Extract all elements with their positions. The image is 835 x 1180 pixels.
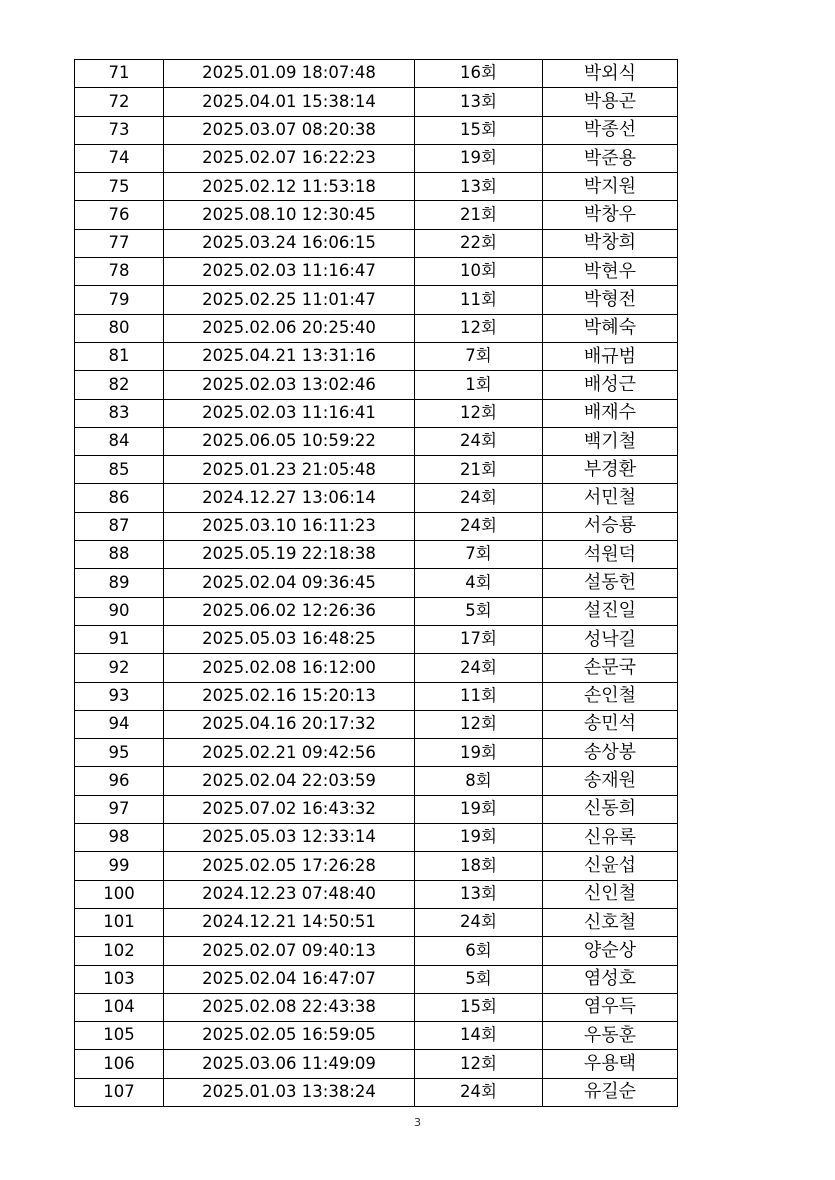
name-cell: 배성근 xyxy=(543,371,678,399)
table-row xyxy=(75,60,678,88)
table-row xyxy=(75,654,678,682)
name-cell: 박혜숙 xyxy=(543,314,678,342)
count-cell: 17회 xyxy=(415,625,543,653)
name-cell: 박현우 xyxy=(543,258,678,286)
table-row xyxy=(75,1050,678,1078)
datetime-cell: 2025.04.21 13:31:16 xyxy=(164,342,415,370)
table-row xyxy=(75,399,678,427)
datetime-cell: 2024.12.21 14:50:51 xyxy=(164,908,415,936)
datetime-cell: 2025.03.24 16:06:15 xyxy=(164,229,415,257)
datetime-cell: 2025.02.08 22:43:38 xyxy=(164,993,415,1021)
count-cell: 16회 xyxy=(415,60,543,88)
row-number-cell: 74 xyxy=(75,144,164,172)
name-cell: 배규범 xyxy=(543,342,678,370)
table-row xyxy=(75,229,678,257)
name-cell: 손문국 xyxy=(543,654,678,682)
name-cell: 백기철 xyxy=(543,427,678,455)
name-cell: 신인철 xyxy=(543,880,678,908)
table-row xyxy=(75,371,678,399)
count-cell: 21회 xyxy=(415,201,543,229)
row-number-cell: 86 xyxy=(75,484,164,512)
count-cell: 18회 xyxy=(415,852,543,880)
name-cell: 우용택 xyxy=(543,1050,678,1078)
name-cell: 박창희 xyxy=(543,229,678,257)
row-number-cell: 87 xyxy=(75,512,164,540)
name-cell: 염성호 xyxy=(543,965,678,993)
table-row xyxy=(75,484,678,512)
table-row xyxy=(75,824,678,852)
name-cell: 염우득 xyxy=(543,993,678,1021)
name-cell: 박용곤 xyxy=(543,88,678,116)
row-number-cell: 76 xyxy=(75,201,164,229)
row-number-cell: 106 xyxy=(75,1050,164,1078)
count-cell: 10회 xyxy=(415,258,543,286)
name-cell: 박외식 xyxy=(543,60,678,88)
name-cell: 송재원 xyxy=(543,767,678,795)
count-cell: 6회 xyxy=(415,937,543,965)
row-number-cell: 78 xyxy=(75,258,164,286)
row-number-cell: 105 xyxy=(75,1022,164,1050)
datetime-cell: 2025.08.10 12:30:45 xyxy=(164,201,415,229)
row-number-cell: 103 xyxy=(75,965,164,993)
row-number-cell: 88 xyxy=(75,541,164,569)
count-cell: 15회 xyxy=(415,116,543,144)
row-number-cell: 77 xyxy=(75,229,164,257)
table-row xyxy=(75,739,678,767)
table-row xyxy=(75,116,678,144)
table-row xyxy=(75,314,678,342)
table-row xyxy=(75,569,678,597)
datetime-cell: 2025.05.03 16:48:25 xyxy=(164,625,415,653)
row-number-cell: 98 xyxy=(75,824,164,852)
row-number-cell: 95 xyxy=(75,739,164,767)
count-cell: 19회 xyxy=(415,144,543,172)
row-number-cell: 91 xyxy=(75,625,164,653)
name-cell: 양순상 xyxy=(543,937,678,965)
datetime-cell: 2025.02.07 09:40:13 xyxy=(164,937,415,965)
row-number-cell: 83 xyxy=(75,399,164,427)
name-cell: 성낙길 xyxy=(543,625,678,653)
datetime-cell: 2025.07.02 16:43:32 xyxy=(164,795,415,823)
datetime-cell: 2025.02.04 09:36:45 xyxy=(164,569,415,597)
name-cell: 박종선 xyxy=(543,116,678,144)
count-cell: 21회 xyxy=(415,456,543,484)
datetime-cell: 2025.01.03 13:38:24 xyxy=(164,1078,415,1106)
row-number-cell: 85 xyxy=(75,456,164,484)
count-cell: 11회 xyxy=(415,286,543,314)
count-cell: 22회 xyxy=(415,229,543,257)
row-number-cell: 97 xyxy=(75,795,164,823)
name-cell: 부경환 xyxy=(543,456,678,484)
name-cell: 신호철 xyxy=(543,908,678,936)
datetime-cell: 2025.02.05 16:59:05 xyxy=(164,1022,415,1050)
name-cell: 서승룡 xyxy=(543,512,678,540)
count-cell: 12회 xyxy=(415,710,543,738)
row-number-cell: 90 xyxy=(75,597,164,625)
row-number-cell: 72 xyxy=(75,88,164,116)
datetime-cell: 2025.05.19 22:18:38 xyxy=(164,541,415,569)
row-number-cell: 92 xyxy=(75,654,164,682)
datetime-cell: 2025.02.03 13:02:46 xyxy=(164,371,415,399)
row-number-cell: 81 xyxy=(75,342,164,370)
datetime-cell: 2025.02.06 20:25:40 xyxy=(164,314,415,342)
table-row xyxy=(75,625,678,653)
table-row xyxy=(75,1022,678,1050)
row-number-cell: 107 xyxy=(75,1078,164,1106)
count-cell: 15회 xyxy=(415,993,543,1021)
datetime-cell: 2025.06.05 10:59:22 xyxy=(164,427,415,455)
table-row xyxy=(75,965,678,993)
datetime-cell: 2025.04.16 20:17:32 xyxy=(164,710,415,738)
datetime-cell: 2025.02.08 16:12:00 xyxy=(164,654,415,682)
count-cell: 1회 xyxy=(415,371,543,399)
table-row xyxy=(75,908,678,936)
name-cell: 배재수 xyxy=(543,399,678,427)
row-number-cell: 84 xyxy=(75,427,164,455)
datetime-cell: 2025.02.25 11:01:47 xyxy=(164,286,415,314)
records-table xyxy=(74,59,678,1107)
table-row xyxy=(75,682,678,710)
name-cell: 박준용 xyxy=(543,144,678,172)
table-row xyxy=(75,710,678,738)
row-number-cell: 94 xyxy=(75,710,164,738)
count-cell: 24회 xyxy=(415,484,543,512)
row-number-cell: 73 xyxy=(75,116,164,144)
table-row xyxy=(75,993,678,1021)
count-cell: 7회 xyxy=(415,541,543,569)
row-number-cell: 80 xyxy=(75,314,164,342)
datetime-cell: 2025.06.02 12:26:36 xyxy=(164,597,415,625)
count-cell: 5회 xyxy=(415,965,543,993)
name-cell: 박형전 xyxy=(543,286,678,314)
row-number-cell: 101 xyxy=(75,908,164,936)
name-cell: 서민철 xyxy=(543,484,678,512)
count-cell: 14회 xyxy=(415,1022,543,1050)
row-number-cell: 75 xyxy=(75,173,164,201)
name-cell: 박지원 xyxy=(543,173,678,201)
count-cell: 24회 xyxy=(415,908,543,936)
name-cell: 우동훈 xyxy=(543,1022,678,1050)
datetime-cell: 2025.02.05 17:26:28 xyxy=(164,852,415,880)
count-cell: 12회 xyxy=(415,314,543,342)
name-cell: 송민석 xyxy=(543,710,678,738)
datetime-cell: 2025.03.06 11:49:09 xyxy=(164,1050,415,1078)
table-row xyxy=(75,852,678,880)
datetime-cell: 2025.01.09 18:07:48 xyxy=(164,60,415,88)
table-row xyxy=(75,88,678,116)
page-number: 3 xyxy=(414,1116,421,1129)
row-number-cell: 104 xyxy=(75,993,164,1021)
datetime-cell: 2025.02.07 16:22:23 xyxy=(164,144,415,172)
table-row xyxy=(75,201,678,229)
table-row xyxy=(75,512,678,540)
datetime-cell: 2025.02.12 11:53:18 xyxy=(164,173,415,201)
name-cell: 석원덕 xyxy=(543,541,678,569)
datetime-cell: 2025.02.04 16:47:07 xyxy=(164,965,415,993)
count-cell: 13회 xyxy=(415,880,543,908)
row-number-cell: 102 xyxy=(75,937,164,965)
datetime-cell: 2025.02.04 22:03:59 xyxy=(164,767,415,795)
name-cell: 신동희 xyxy=(543,795,678,823)
table-row xyxy=(75,1078,678,1106)
count-cell: 24회 xyxy=(415,427,543,455)
table-row xyxy=(75,258,678,286)
row-number-cell: 100 xyxy=(75,880,164,908)
row-number-cell: 93 xyxy=(75,682,164,710)
count-cell: 19회 xyxy=(415,824,543,852)
table-row xyxy=(75,456,678,484)
row-number-cell: 89 xyxy=(75,569,164,597)
name-cell: 신유록 xyxy=(543,824,678,852)
table-row xyxy=(75,880,678,908)
table-row xyxy=(75,937,678,965)
row-number-cell: 79 xyxy=(75,286,164,314)
name-cell: 박창우 xyxy=(543,201,678,229)
count-cell: 19회 xyxy=(415,795,543,823)
name-cell: 설동헌 xyxy=(543,569,678,597)
table-row xyxy=(75,286,678,314)
count-cell: 24회 xyxy=(415,1078,543,1106)
row-number-cell: 71 xyxy=(75,60,164,88)
count-cell: 5회 xyxy=(415,597,543,625)
count-cell: 11회 xyxy=(415,682,543,710)
table-row xyxy=(75,427,678,455)
datetime-cell: 2025.02.21 09:42:56 xyxy=(164,739,415,767)
datetime-cell: 2025.04.01 15:38:14 xyxy=(164,88,415,116)
count-cell: 8회 xyxy=(415,767,543,795)
datetime-cell: 2025.02.03 11:16:47 xyxy=(164,258,415,286)
datetime-cell: 2024.12.27 13:06:14 xyxy=(164,484,415,512)
table-row xyxy=(75,795,678,823)
datetime-cell: 2025.02.16 15:20:13 xyxy=(164,682,415,710)
name-cell: 신윤섭 xyxy=(543,852,678,880)
name-cell: 손인철 xyxy=(543,682,678,710)
count-cell: 13회 xyxy=(415,173,543,201)
row-number-cell: 96 xyxy=(75,767,164,795)
table-row xyxy=(75,597,678,625)
datetime-cell: 2025.03.07 08:20:38 xyxy=(164,116,415,144)
table-row xyxy=(75,144,678,172)
count-cell: 24회 xyxy=(415,654,543,682)
table-row xyxy=(75,173,678,201)
count-cell: 12회 xyxy=(415,399,543,427)
name-cell: 유길순 xyxy=(543,1078,678,1106)
records-table-body xyxy=(75,60,678,1107)
count-cell: 24회 xyxy=(415,512,543,540)
datetime-cell: 2024.12.23 07:48:40 xyxy=(164,880,415,908)
datetime-cell: 2025.05.03 12:33:14 xyxy=(164,824,415,852)
count-cell: 13회 xyxy=(415,88,543,116)
count-cell: 12회 xyxy=(415,1050,543,1078)
count-cell: 19회 xyxy=(415,739,543,767)
table-row xyxy=(75,342,678,370)
row-number-cell: 99 xyxy=(75,852,164,880)
datetime-cell: 2025.03.10 16:11:23 xyxy=(164,512,415,540)
count-cell: 4회 xyxy=(415,569,543,597)
table-row xyxy=(75,767,678,795)
datetime-cell: 2025.01.23 21:05:48 xyxy=(164,456,415,484)
row-number-cell: 82 xyxy=(75,371,164,399)
table-row xyxy=(75,541,678,569)
name-cell: 설진일 xyxy=(543,597,678,625)
datetime-cell: 2025.02.03 11:16:41 xyxy=(164,399,415,427)
name-cell: 송상봉 xyxy=(543,739,678,767)
count-cell: 7회 xyxy=(415,342,543,370)
